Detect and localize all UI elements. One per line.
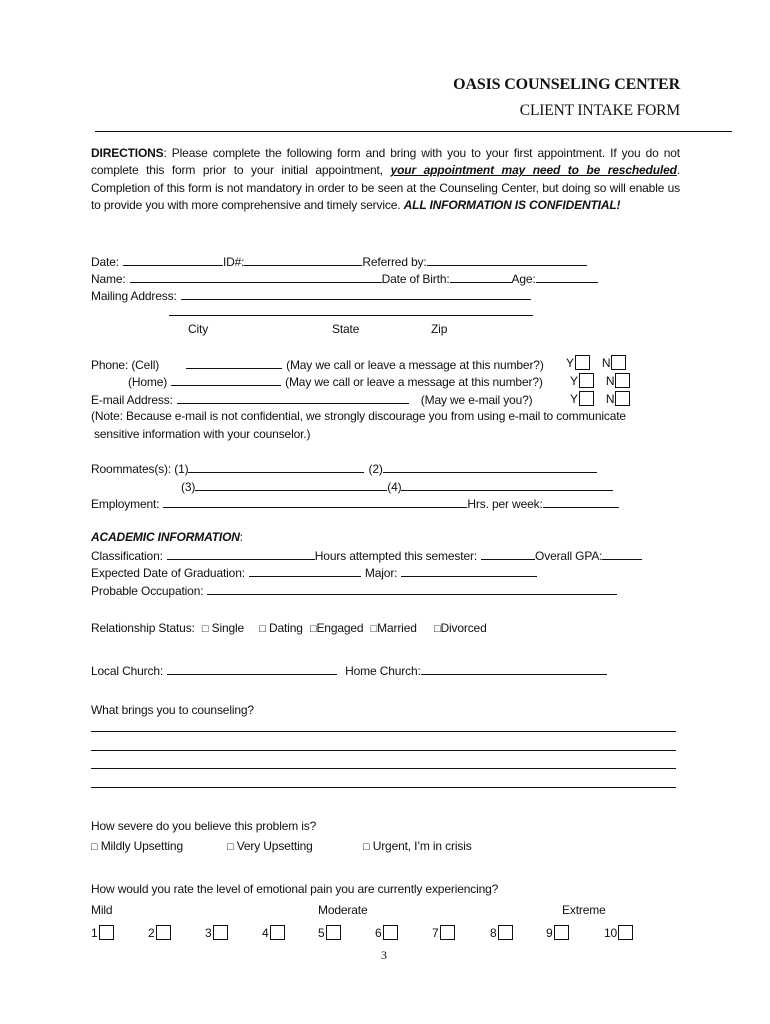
pain-option-10[interactable] [604, 925, 633, 941]
relationship-row [91, 621, 487, 636]
email-field[interactable] [177, 392, 409, 404]
major-field[interactable] [401, 565, 537, 577]
scale-number: 5 [318, 926, 325, 940]
r2-label: (2) [368, 462, 383, 476]
semester-hours-field[interactable] [481, 548, 535, 560]
pain-option-2[interactable] [148, 925, 171, 941]
occupation-row [91, 583, 617, 598]
home-row [128, 374, 543, 389]
home-question: (May we call or leave a message at this number?) [285, 375, 543, 389]
pain-option-7[interactable] [432, 925, 455, 941]
reason-question: What brings you to counseling? [91, 703, 254, 717]
date-row [91, 254, 587, 269]
pain-option-6[interactable] [375, 925, 398, 941]
employment-row [91, 496, 619, 511]
pain-option-1[interactable] [91, 925, 114, 941]
option-engaged[interactable] [310, 621, 364, 635]
academic-title: ACADEMIC INFORMATION [91, 530, 240, 544]
home-yn [570, 373, 630, 389]
scale-number: 6 [375, 926, 382, 940]
directions-label: DIRECTIONS [91, 146, 164, 160]
cell-field[interactable] [186, 357, 282, 369]
scale-number: 3 [205, 926, 212, 940]
org-name: OASIS COUNSELING CENTER [453, 76, 680, 93]
r1-label: (1) [174, 462, 189, 476]
reason-line-2[interactable] [91, 740, 676, 751]
gpa-field[interactable] [602, 548, 642, 560]
zip-label: Zip [431, 322, 448, 336]
pain-checkbox[interactable] [213, 925, 228, 940]
moderate-label: Moderate [318, 903, 368, 917]
home-label: (Home) [128, 375, 168, 389]
dob-field[interactable] [450, 271, 512, 283]
referred-field[interactable] [427, 254, 587, 266]
option-label: Dating [268, 621, 303, 635]
date-label: Date: [91, 255, 119, 269]
severity-mild[interactable] [91, 839, 183, 855]
home-church-field[interactable] [421, 663, 607, 675]
header-rule [95, 131, 732, 132]
roommate-2-field[interactable] [383, 461, 597, 473]
pain-option-9[interactable] [546, 925, 569, 941]
email-note: (Note: Because e-mail is not confidential, we strongly discourage you from using e-mail to communicate [91, 409, 626, 423]
pain-option-5[interactable] [318, 925, 341, 941]
yes-label: Y [570, 374, 578, 388]
referred-label: Referred by: [362, 255, 427, 269]
age-label: Age: [511, 272, 536, 286]
reason-line-3[interactable] [91, 758, 676, 769]
checkbox-icon: □ [227, 841, 234, 853]
occupation-label: Probable Occupation: [91, 584, 204, 598]
option-label: Very Upsetting [236, 839, 313, 853]
occupation-field[interactable] [207, 583, 617, 595]
dob-label: Date of Birth: [381, 272, 450, 286]
email-note-2: sensitive information with your counselor.) [94, 427, 311, 441]
pain-checkbox[interactable] [383, 925, 398, 940]
graduation-label: Expected Date of Graduation: [91, 566, 245, 580]
option-divorced[interactable] [434, 621, 487, 635]
checkbox-icon: □ [433, 623, 441, 635]
home-field[interactable] [171, 374, 281, 386]
scale-number: 10 [604, 926, 618, 940]
scale-number: 8 [490, 926, 497, 940]
option-label: Divorced [440, 621, 487, 635]
yes-label: Y [570, 392, 578, 406]
roommate-4-field[interactable] [401, 479, 613, 491]
scale-number: 1 [91, 926, 98, 940]
cell-yn [566, 355, 626, 371]
checkbox-icon: □ [309, 623, 317, 635]
email-question: (May we e-mail you?) [420, 393, 533, 407]
pain-option-4[interactable] [262, 925, 285, 941]
address-line-2[interactable] [169, 305, 533, 316]
r3-label: (3) [181, 480, 196, 494]
name-row [91, 271, 598, 286]
pain-checkbox[interactable] [440, 925, 455, 940]
graduation-row [91, 565, 537, 580]
checkbox-icon: □ [363, 841, 370, 853]
yes-label: Y [566, 356, 574, 370]
hours-label: Hrs. per week: [467, 497, 543, 511]
no-label: N [601, 356, 611, 370]
checkbox-icon: □ [91, 841, 98, 853]
home-church-label: Home Church: [345, 664, 421, 678]
option-label: Engaged [316, 621, 364, 635]
classification-row [91, 548, 642, 563]
severity-urgent[interactable] [363, 839, 472, 855]
email-no-checkbox[interactable] [615, 391, 630, 406]
extreme-label: Extreme [562, 903, 606, 917]
pain-checkbox[interactable] [498, 925, 513, 940]
employment-label: Employment: [91, 497, 160, 511]
cell-row [91, 357, 544, 372]
reason-line-1[interactable] [91, 721, 676, 732]
cell-question: (May we call or leave a message at this number?) [286, 358, 544, 372]
email-row [91, 392, 532, 407]
pain-option-3[interactable] [205, 925, 228, 941]
form-title: CLIENT INTAKE FORM [519, 102, 680, 119]
option-married[interactable] [371, 621, 417, 635]
reschedule-warning: your appointment may need to be rescheduled [390, 163, 677, 178]
roommates-row [91, 461, 597, 476]
no-label: N [605, 392, 615, 406]
graduation-field[interactable] [249, 565, 361, 577]
roommate-1-field[interactable] [188, 461, 364, 473]
cell-no-checkbox[interactable] [611, 355, 626, 370]
checkbox-icon: □ [370, 623, 378, 635]
home-yes-checkbox[interactable] [579, 373, 594, 388]
severity-very[interactable] [227, 839, 313, 855]
local-church-label: Local Church: [91, 664, 164, 678]
pain-checkbox[interactable] [618, 925, 633, 940]
mailing-field[interactable] [181, 288, 531, 300]
pain-checkbox[interactable] [156, 925, 171, 940]
checkbox-icon: □ [201, 623, 209, 635]
option-label: Mildly Upsetting [100, 839, 183, 853]
hours-field[interactable] [543, 496, 619, 508]
pain-option-8[interactable] [490, 925, 513, 941]
pain-question: How would you rate the level of emotional pain you are currently experiencing? [91, 882, 499, 896]
city-label: City [188, 322, 209, 336]
option-label: Single [211, 621, 245, 635]
directions-text-2: . Completion of this form is not mandatory in order to be seen at the Counseling Center, but doing so will enable us to provide you with more comprehensive and timely service. [91, 163, 680, 212]
mailing-row [91, 288, 531, 303]
semester-hours-label: Hours attempted this semester: [314, 549, 478, 563]
name-label: Name: [91, 272, 126, 286]
option-single[interactable] [202, 621, 244, 635]
scale-number: 2 [148, 926, 155, 940]
email-yn [570, 391, 630, 407]
roommates-row-2 [181, 479, 613, 494]
roommate-3-field[interactable] [195, 479, 387, 491]
option-label: Urgent, I’m in crisis [372, 839, 472, 853]
state-label: State [332, 322, 360, 336]
cell-yes-checkbox[interactable] [575, 355, 590, 370]
scale-number: 9 [546, 926, 553, 940]
gpa-label: Overall GPA: [535, 549, 603, 563]
confidential-notice: ALL INFORMATION IS CONFIDENTIAL! [403, 197, 621, 212]
academic-heading [91, 530, 243, 545]
colon: : [239, 530, 243, 544]
scale-number: 7 [432, 926, 439, 940]
cell-label: Phone: (Cell) [91, 358, 160, 372]
reason-line-4[interactable] [91, 777, 676, 788]
date-field[interactable] [123, 254, 223, 266]
name-field[interactable] [130, 271, 382, 283]
email-yes-checkbox[interactable] [579, 391, 594, 406]
local-church-field[interactable] [167, 663, 337, 675]
directions-text: : Please complete the following form and bring with you to your first appointment. If you do not complete this form prior to your initial appointment, [91, 146, 680, 178]
mailing-label: Mailing Address: [91, 289, 177, 303]
home-no-checkbox[interactable] [615, 373, 630, 388]
r4-label: (4) [387, 480, 402, 494]
employment-field[interactable] [163, 496, 467, 508]
directions-paragraph [91, 145, 680, 214]
roommates-label: Roommates(s): [91, 462, 172, 476]
page-number: 3 [381, 948, 387, 962]
pain-checkbox[interactable] [326, 925, 341, 940]
id-label: ID#: [222, 255, 245, 269]
major-label: Major: [364, 566, 398, 580]
pain-checkbox[interactable] [99, 925, 114, 940]
checkbox-icon: □ [259, 623, 266, 635]
pain-checkbox[interactable] [270, 925, 285, 940]
mild-label: Mild [91, 903, 113, 917]
scale-number: 4 [262, 926, 269, 940]
age-field[interactable] [536, 271, 598, 283]
relationship-label: Relationship Status: [91, 621, 195, 635]
no-label: N [605, 374, 615, 388]
severity-question: How severe do you believe this problem is? [91, 819, 317, 833]
pain-checkbox[interactable] [554, 925, 569, 940]
option-dating[interactable] [259, 621, 302, 635]
email-label: E-mail Address: [91, 393, 173, 407]
classification-label: Classification: [91, 549, 163, 563]
id-field[interactable] [244, 254, 362, 266]
option-label: Married [377, 621, 417, 635]
church-row [91, 663, 607, 678]
classification-field[interactable] [167, 548, 315, 560]
